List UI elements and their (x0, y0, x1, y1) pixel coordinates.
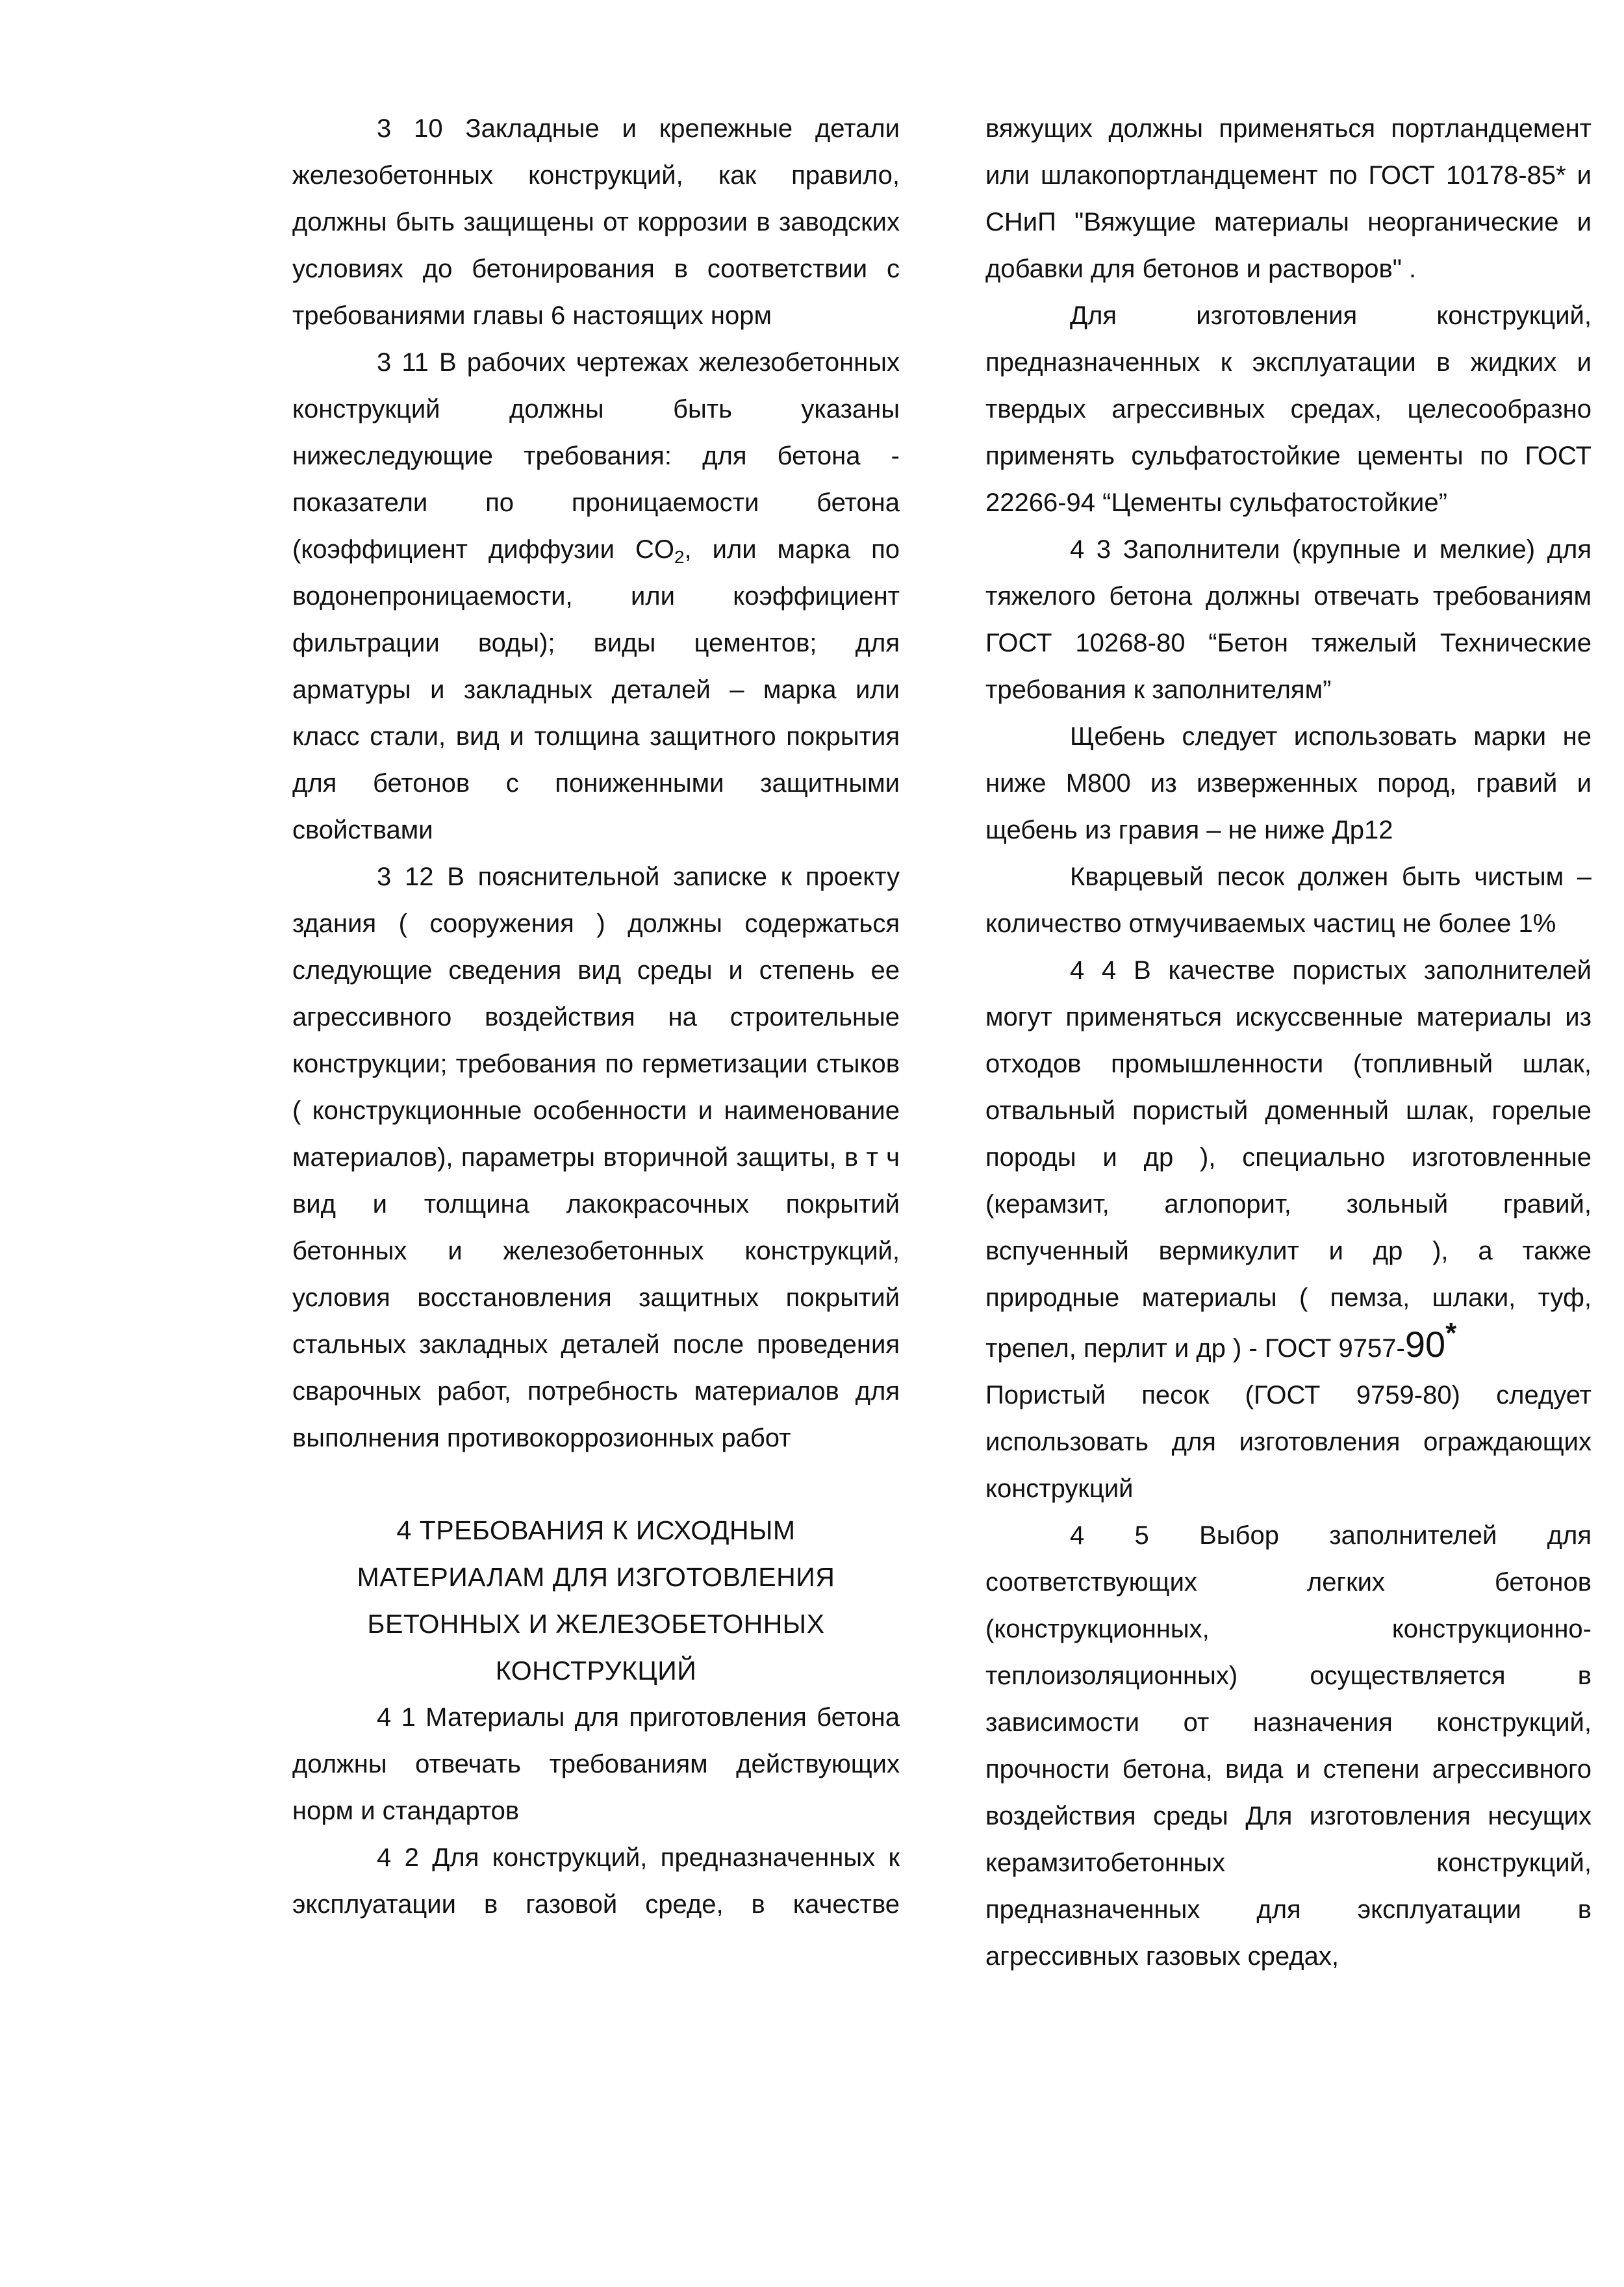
paragraph-4-3-crushed-stone: Щебень следует использовать марки не ниже М800 из изверженных пород, гравий и щебень из гравия – не ниже Др12 (985, 722, 1592, 844)
section-spacer (292, 1461, 900, 1507)
co2-subscript: 2 (674, 547, 685, 567)
paragraph-3-11-text-b: , или марка по водонепроницаемости, или коэффициент фильтрации воды); виды цементов; для арматуры и закладных деталей – марка или класс стали, вид и толщина защитного покрытия для бетонов с пониженными защитными свойствами (292, 535, 900, 844)
paragraph-4-4-porous-sand: Пористый песок (ГОСТ 9759-80) следует использовать для изготовления ограждающих конструкций (985, 1381, 1592, 1503)
paragraph-4-2-cements: Для изготовления конструкций, предназначенных к эксплуатации в жидких и твердых агрессивных средах, целесообразно применять сульфатостойкие цементы по ГОСТ 22266-94 “Цементы сульфатостойкие” (985, 301, 1592, 517)
left-column (292, 105, 900, 1928)
paragraph-3-11 (292, 339, 900, 853)
paragraph-3-10: 3 10 Закладные и крепежные детали железобетонных конструкций, как правило, должны быть защищены от коррозии в заводских условиях до бетонирования в соответствии с требованиями главы 6 настоящих норм (292, 114, 900, 330)
heading-line-4: КОНСТРУКЦИЙ (495, 1656, 697, 1686)
paragraph-4-5: 4 5 Выбор заполнителей для соответствующих легких бетонов (конструкционных, конструкционно-теплоизоляционных) осуществляется в зависимости от назначения конструкций, прочности бетона, вида и степени агрессивного воздействия среды Для изготовления несущих керамзитобетонных конструкций, предназначенных для эксплуатации в агрессивных газовых средах, (985, 1521, 1592, 1971)
handwritten-asterisk: * (1445, 1317, 1457, 1349)
paragraph-4-3: 4 3 Заполнители (крупные и мелкие) для тяжелого бетона должны отвечать требованиям ГОСТ 10268-80 “Бетон тяжелый Технические требования к заполнителям” (985, 535, 1592, 704)
paragraph-3-11-text-a: 3 11 В рабочих чертежах железобетонных конструкций должны быть указаны нижеследующие требования: для бетона - показатели по проницаемости бетона (коэффициент диффузии CO (292, 348, 900, 564)
heading-line-2: МАТЕРИАЛАМ ДЛЯ ИЗГОТОВЛЕНИЯ (357, 1562, 835, 1592)
paragraph-4-2-continued: вяжущих должны применяться портландцемент или шлакопортландцемент по ГОСТ 10178-85* и СНиП "Вяжущие материалы неорганические и добавки для бетонов и растворов" . (985, 114, 1592, 283)
heading-line-1: 4 ТРЕБОВАНИЯ К ИСХОДНЫМ (396, 1515, 796, 1545)
heading-line-3: БЕТОННЫХ И ЖЕЛЕЗОБЕТОННЫХ (367, 1609, 825, 1639)
paragraph-4-4 (985, 947, 1592, 1372)
paragraph-4-2-start: 4 2 Для конструкций, предназначенных к эксплуатации в газовой среде, в качестве (292, 1843, 900, 1919)
handwritten-gost-year: 90 (1404, 1324, 1446, 1365)
section-4-heading (292, 1507, 900, 1694)
paragraph-3-12: 3 12 В пояснительной записке к проекту здания ( сооружения ) должны содержаться следующие сведения вид среды и степень ее агрессивного воздействия на строительные конструкции; требования по герметизации стыков ( конструкционные особенности и наименование материалов), параметры вторичной защиты, в т ч вид и толщина лакокрасочных покрытий бетонных и железобетонных конструкций, условия восстановления защитных покрытий стальных закладных деталей после проведения сварочных работ, потребность материалов для выполнения противокоррозионных работ (292, 863, 900, 1452)
paragraph-4-1: 4 1 Материалы для приготовления бетона должны отвечать требованиям действующих норм и стандартов (292, 1703, 900, 1825)
right-column (985, 105, 1592, 1980)
paragraph-4-3-quartz-sand: Кварцевый песок должен быть чистым – количество отмучиваемых частиц не более 1% (985, 863, 1592, 938)
paragraph-4-4-text: 4 4 В качестве пористых заполнителей могут применяться искуссвенные материалы из отходов промышленности (топливный шлак, отвальный пористый доменный шлак, горелые породы и др ), специально изготовленные (керамзит, аглопорит, зольный гравий, вспученный вермикулит и др ), а также природные материалы ( пемза, шлаки, туф, трепел, перлит и др ) - ГОСТ 9757- (985, 956, 1592, 1363)
